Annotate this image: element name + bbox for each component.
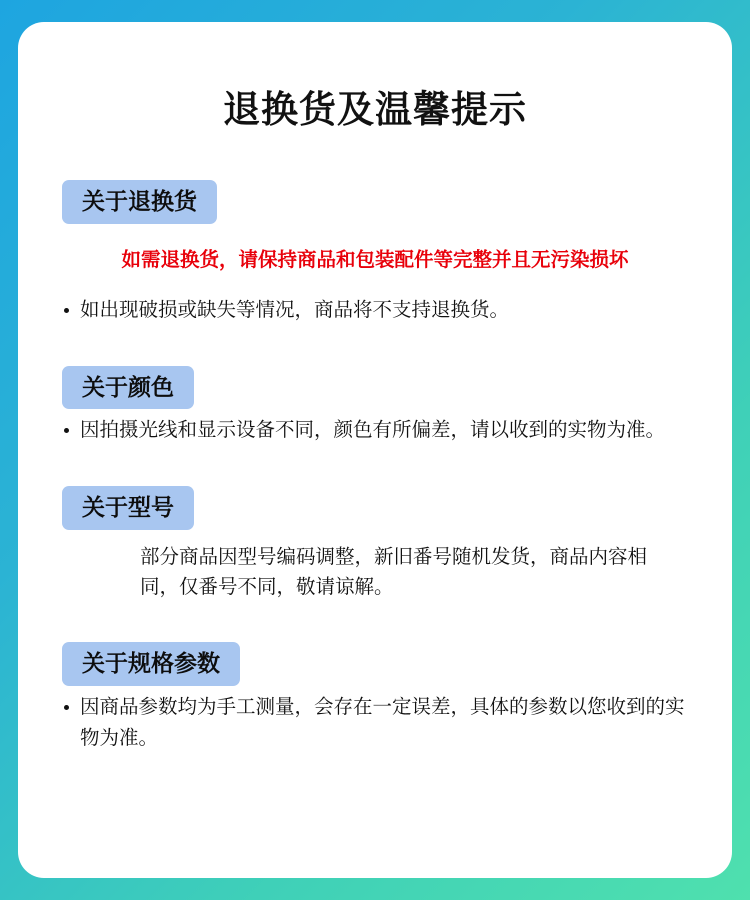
section-heading-color: 关于颜色 — [62, 366, 194, 409]
section-returns — [62, 180, 688, 325]
page-title: 退换货及温馨提示 — [223, 89, 527, 130]
list-item: 因商品参数均为手工测量，会存在一定误差，具体的参数以您收到的实物为准。 — [62, 692, 688, 754]
section-heading-model: 关于型号 — [62, 486, 194, 529]
section-heading-returns: 关于退换货 — [62, 180, 217, 223]
returns-bullet-list — [62, 295, 688, 326]
list-item: 因拍摄光线和显示设备不同，颜色有所偏差，请以收到的实物为准。 — [62, 415, 688, 446]
section-heading-specs: 关于规格参数 — [62, 642, 240, 685]
list-item: 如出现破损或缺失等情况，商品将不支持退换货。 — [62, 295, 688, 326]
returns-notice-text: 如需退换货，请保持商品和包装配件等完整并且无污染损坏 — [121, 248, 629, 271]
section-model — [62, 486, 688, 602]
section-color — [62, 366, 688, 447]
color-bullet-list — [62, 415, 688, 446]
section-specs — [62, 642, 688, 754]
content-card — [18, 22, 732, 878]
specs-bullet-list — [62, 692, 688, 754]
model-paragraph: 部分商品因型号编码调整，新旧番号随机发货，商品内容相同，仅番号不同，敬请谅解。 — [140, 545, 648, 599]
